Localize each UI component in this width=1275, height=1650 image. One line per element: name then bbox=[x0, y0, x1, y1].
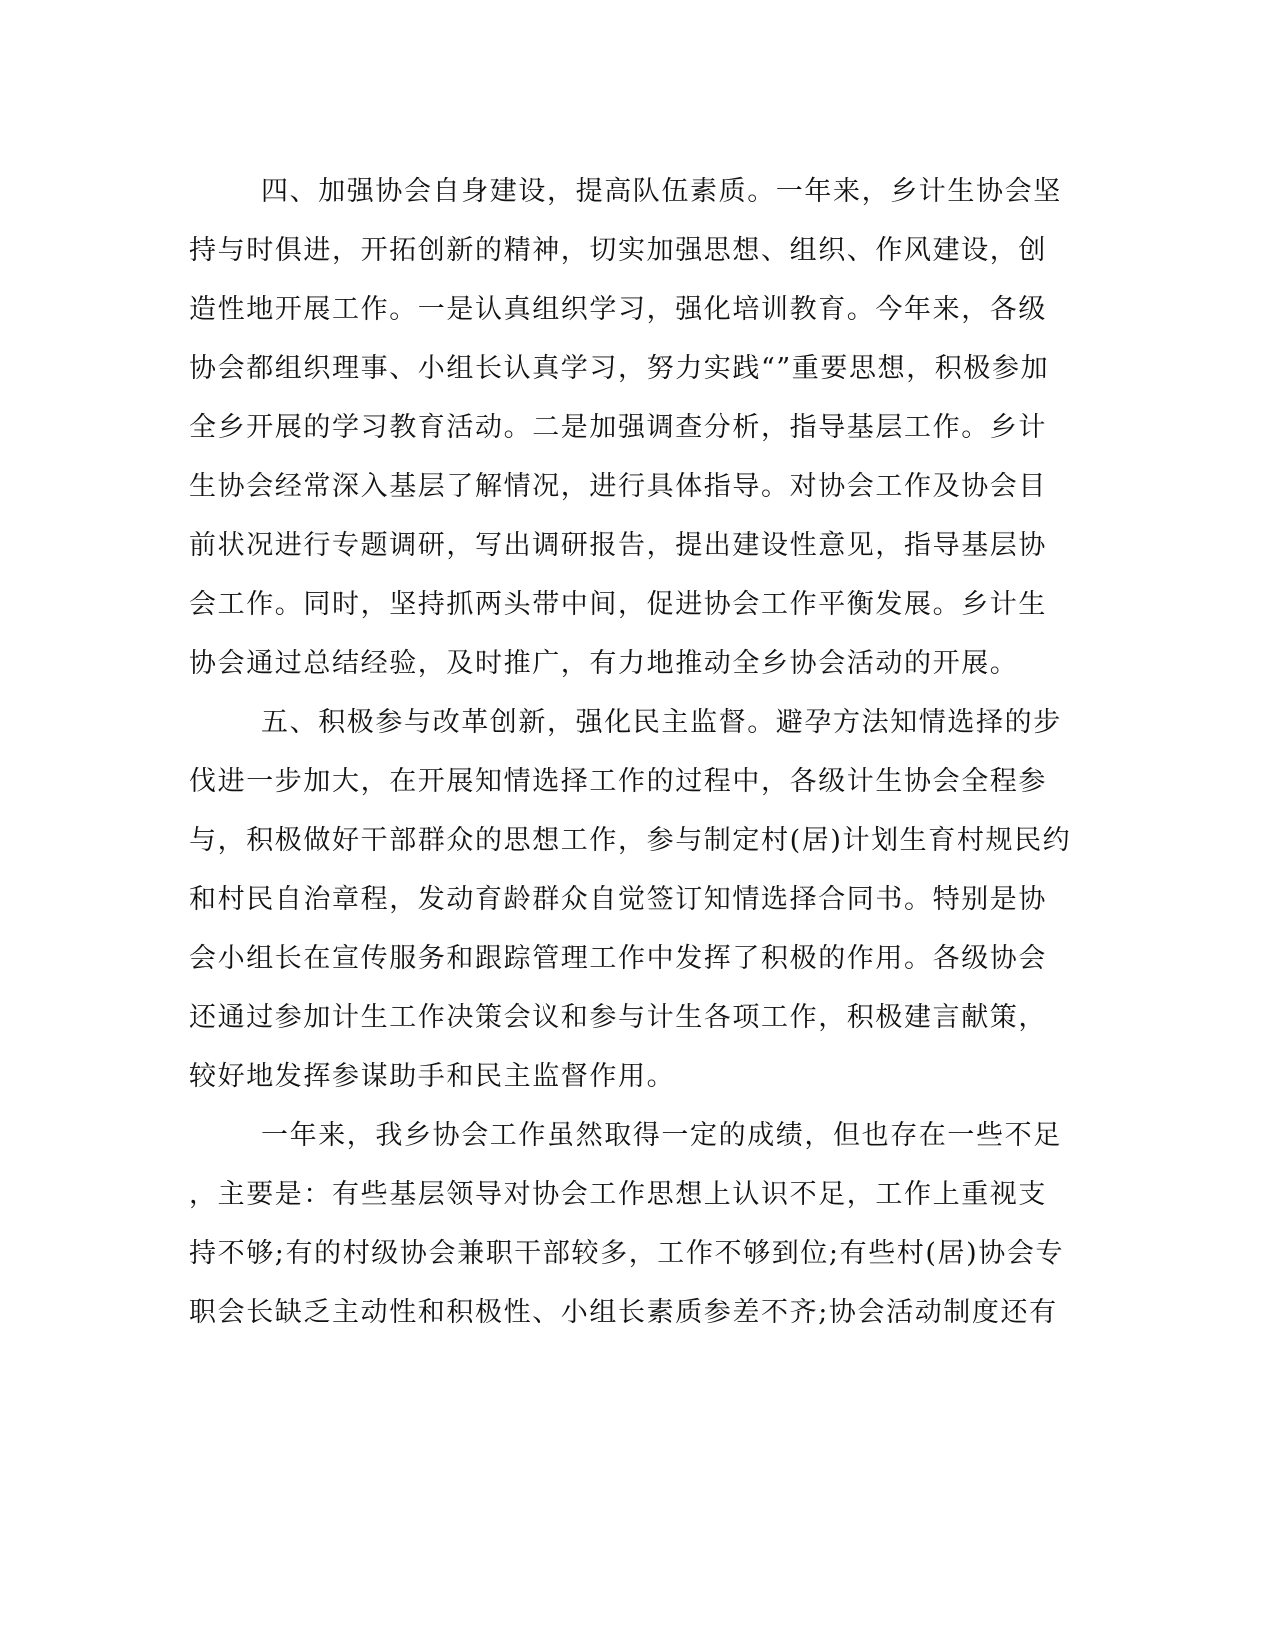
paragraph-6-line: 持不够;有的村级协会兼职干部较多，工作不够到位;有些村(居)协会专 bbox=[189, 1238, 1065, 1269]
paragraph-4-line: 持与时俱进，开拓创新的精神，切实加强思想、组织、作风建设，创 bbox=[189, 235, 1047, 266]
paragraph-6-line: 一年来，我乡协会工作虽然取得一定的成绩，但也存在一些不足 bbox=[261, 1120, 1062, 1151]
paragraph-4-line: 全乡开展的学习教育活动。二是加强调查分析，指导基层工作。乡计 bbox=[189, 412, 1047, 443]
paragraph-6-line: 职会长缺乏主动性和积极性、小组长素质参差不齐;协会活动制度还有 bbox=[189, 1297, 1058, 1328]
paragraph-5-line: 和村民自治章程，发动育龄群众自觉签订知情选择合同书。特别是协 bbox=[189, 884, 1047, 915]
paragraph-4-line: 造性地开展工作。一是认真组织学习，强化培训教育。今年来，各级 bbox=[189, 294, 1047, 325]
paragraph-5-line: 较好地发挥参谋助手和民主监督作用。 bbox=[189, 1061, 676, 1092]
paragraph-4-line: 生协会经常深入基层了解情况，进行具体指导。对协会工作及协会目 bbox=[189, 471, 1047, 502]
paragraph-5-line: 会小组长在宣传服务和跟踪管理工作中发挥了积极的作用。各级协会 bbox=[189, 943, 1047, 974]
paragraph-6-line: ，主要是：有些基层领导对协会工作思想上认识不足，工作上重视支 bbox=[189, 1179, 1047, 1210]
paragraph-4-line: 协会都组织理事、小组长认真学习，努力实践“”重要思想，积极参加 bbox=[189, 353, 1050, 384]
paragraph-5-line: 与，积极做好干部群众的思想工作，参与制定村(居)计划生育村规民约 bbox=[189, 825, 1072, 856]
paragraph-4-line: 前状况进行专题调研，写出调研报告，提出建设性意见，指导基层协 bbox=[189, 530, 1047, 561]
paragraph-5-line: 五、积极参与改革创新，强化民主监督。避孕方法知情选择的步 bbox=[261, 707, 1062, 738]
paragraph-5-line: 伐进一步加大，在开展知情选择工作的过程中，各级计生协会全程参 bbox=[189, 766, 1047, 797]
paragraph-4-line: 四、加强协会自身建设，提高队伍素质。一年来，乡计生协会坚 bbox=[261, 176, 1062, 207]
paragraph-5-line: 还通过参加计生工作决策会议和参与计生各项工作，积极建言献策， bbox=[189, 1002, 1047, 1033]
paragraph-4-line: 协会通过总结经验，及时推广，有力地推动全乡协会活动的开展。 bbox=[189, 648, 1019, 679]
paragraph-4-line: 会工作。同时，坚持抓两头带中间，促进协会工作平衡发展。乡计生 bbox=[189, 589, 1047, 620]
body-text bbox=[189, 162, 1089, 1342]
